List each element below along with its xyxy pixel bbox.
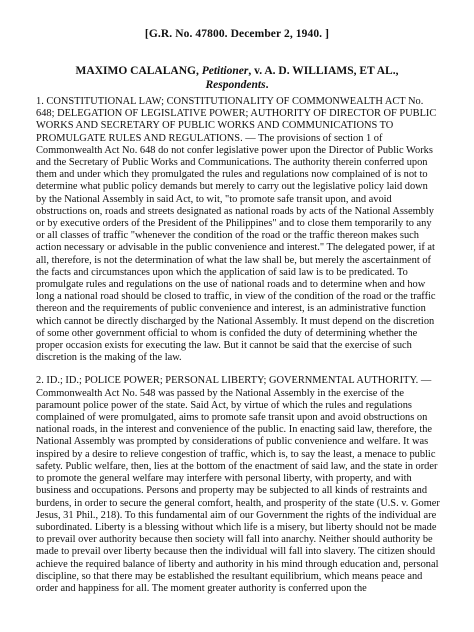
syllabus-paragraph-1: 1. CONSTITUTIONAL LAW; CONSTITUTIONALITY OF COMMONWEALTH ACT No. 648; DELEGATION OF LEGISLATIVE POWER; AUTHORITY OF DIRECTOR OF PUBLIC WORKS AND SECRETARY OF PUBLIC WORKS AND COMMUNICATIONS TO PROMULGATE RULES AND REGULATIONS. — The provisions of section 1 of Commonwealth Act No. 648 do not confer legislative power upon the Director of Public Works and the Secretary of Public Works and Communications. The authority therein conferred upon them and under which they promulgated the rules and regulations now complained of is not to determine what public policy demands but merely to carry out the legislative policy laid down by the National Assembly in said Act, to wit, "to promote safe transit upon, and avoid obstructions on, roads and streets designated as national roads by acts of the National Assembly or by executive orders of the President of the Philippines" and to close them temporarily to any or all classes of traffic "whenever the condition of the road or the traffic thereon makes such action necessary or advisable in the public convenience and interest." The delegated power, if at all, therefore, is not the determination of what the law shall be, but merely the ascertainment of the facts and circumstances upon which the application of said law is to be predicated. To promulgate rules and regulations on the use of national roads and to determine when and how long a national road should be closed to traffic, in view of the condition of the road or the traffic thereon and the requirements of public convenience and interest, is an administrative function which cannot be directly discharged by the National Assembly. It must depend on the discretion of some other government official to whom is confided the duty of determining whether the proper occasion exists for executing the law. But it cannot be said that the exercise of such discretion is the making of the law. [36,96,437,364]
respondent-role: Respondents [205,79,266,91]
petitioner-role: Petitioner [201,65,249,77]
parties-end: . [265,79,269,91]
syllabus-body [36,96,440,606]
case-parties-heading [70,64,404,92]
petitioner-name: MAXIMO CALALANG, [75,65,202,77]
syllabus-paragraph-2: 2. ID.; ID.; POLICE POWER; PERSONAL LIBERTY; GOVERNMENTAL AUTHORITY. — Commonwealth Act No. 548 was passed by the National Assembly in the exercise of the paramount police power of the state. Said Act, by virtue of which the rules and regulations complained of were promulgated, aims to promote safe transit upon and avoid obstructions on national roads, in the interest and convenience of the public. In enacting said law, therefore, the National Assembly was prompted by considerations of public convenience and welfare. It was inspired by a desire to relieve congestion of traffic, which is, to say the least, a menace to public safety. Public welfare, then, lies at the bottom of the enactment of said law, and the state in order to promote the general welfare may interfere with personal liberty, with property, and with business and occupations. Persons and property may be subjected to all kinds of restraints and burdens, in order to secure the general comfort, health, and prosperity of the state (U.S. v. Gomer Jesus, 31 Phil., 218). To this fundamental aim of our Government the rights of the individual are subordinated. Liberty is a blessing without which life is a misery, but liberty should not be made to prevail over authority because then society will fall into anarchy. Neither should authority be made to prevail over liberty because then the individual will fall into slavery. The citizen should achieve the required balance of liberty and authority in his mind through education and, personal discipline, so that there may be established the resultant equilibrium, which means peace and order and happiness for all. The moment greater authority is conferred upon the [36,375,440,594]
versus-text: , v. A. D. WILLIAMS, ET AL., [248,65,399,77]
case-docket-heading: [G.R. No. 47800. December 2, 1940. ] [144,28,330,40]
